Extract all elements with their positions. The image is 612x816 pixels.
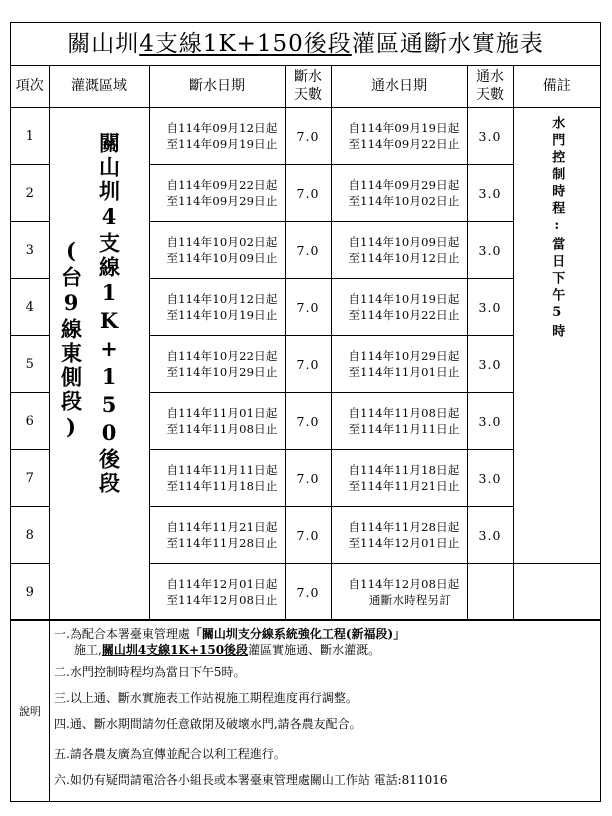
off-to: 至114年11月08日止 xyxy=(166,422,278,436)
off-days: 7.0 xyxy=(285,507,331,564)
area-main: 關山圳4支線1K+150後段 xyxy=(96,132,122,496)
notes-label: 說明 xyxy=(11,620,50,802)
on-days: 3.0 xyxy=(467,393,513,450)
row-index: 4 xyxy=(11,279,49,336)
remark-empty xyxy=(513,564,600,621)
off-date xyxy=(149,393,285,450)
header-area: 灌溉區域 xyxy=(49,65,149,108)
note-1-e: 灌區實施通、斷水灌溉。 xyxy=(248,643,381,657)
on-from: 自114年11月18日起 xyxy=(348,463,460,477)
on-date xyxy=(331,336,467,393)
table-row xyxy=(11,108,600,165)
note-3: 三.以上通、斷水實施表工作站視施工期程進度再行調整。 xyxy=(54,691,358,705)
off-days: 7.0 xyxy=(285,564,331,621)
off-date xyxy=(149,222,285,279)
on-to: 至114年11月11日止 xyxy=(348,422,460,436)
on-from: 自114年10月29日起 xyxy=(348,349,460,363)
note-6: 六.如仍有疑問請電洽各小組長或本署臺東管理處關山工作站 電話:811016 xyxy=(54,773,448,787)
note-1-cont xyxy=(54,642,447,658)
on-to: 至114年10月22日止 xyxy=(348,308,460,322)
on-days: 3.0 xyxy=(467,108,513,165)
note-1 xyxy=(54,626,447,642)
schedule-table xyxy=(11,65,600,621)
header-index: 項次 xyxy=(11,65,49,108)
on-to: 至114年10月02日止 xyxy=(348,194,460,208)
off-to: 至114年12月08日止 xyxy=(166,593,278,607)
row-index: 3 xyxy=(11,222,49,279)
on-date xyxy=(331,222,467,279)
off-to: 至114年11月28日止 xyxy=(166,536,278,550)
notes-section xyxy=(11,619,600,802)
off-days: 7.0 xyxy=(285,108,331,165)
off-days: 7.0 xyxy=(285,279,331,336)
header-row xyxy=(11,65,600,108)
row-index: 8 xyxy=(11,507,49,564)
on-date xyxy=(331,165,467,222)
on-from: 自114年10月19日起 xyxy=(348,292,460,306)
note-1-a: 一.為配合本署臺東管理處 xyxy=(54,627,190,641)
off-to: 至114年11月18日止 xyxy=(166,479,278,493)
title-suffix: 灌區通斷水實施表 xyxy=(351,31,544,57)
on-to: 至114年11月21日止 xyxy=(348,479,460,493)
off-from: 自114年09月12日起 xyxy=(166,121,278,135)
row-index: 2 xyxy=(11,165,49,222)
note-2: 二.水門控制時程均為當日下午5時。 xyxy=(54,665,246,679)
off-date xyxy=(149,108,285,165)
row-index: 9 xyxy=(11,564,49,621)
off-from: 自114年10月22日起 xyxy=(166,349,278,363)
header-remark: 備註 xyxy=(513,65,600,108)
off-days: 7.0 xyxy=(285,450,331,507)
on-date xyxy=(331,564,467,621)
on-from: 自114年11月08日起 xyxy=(348,406,460,420)
header-on-date: 通水日期 xyxy=(331,65,467,108)
off-date xyxy=(149,564,285,621)
note-1-b: 「關山圳支分線系統強化工程(新福段)」 xyxy=(189,627,406,641)
off-to: 至114年09月29日止 xyxy=(166,194,278,208)
on-days-empty xyxy=(467,564,513,621)
on-date xyxy=(331,108,467,165)
off-date xyxy=(149,165,285,222)
note-1-d: 關山圳4支線1K+150後段 xyxy=(101,643,249,657)
row-index: 6 xyxy=(11,393,49,450)
off-days: 7.0 xyxy=(285,222,331,279)
on-from: 自114年11月28日起 xyxy=(348,520,460,534)
on-days: 3.0 xyxy=(467,336,513,393)
off-days: 7.0 xyxy=(285,393,331,450)
header-off-date: 斷水日期 xyxy=(149,65,285,108)
off-date xyxy=(149,450,285,507)
on-to: 通斷水時程另訂 xyxy=(369,593,451,607)
off-from: 自114年12月01日起 xyxy=(166,577,278,591)
off-to: 至114年10月09日止 xyxy=(166,251,278,265)
on-to: 至114年10月12日止 xyxy=(348,251,460,265)
irrigation-area xyxy=(49,108,149,621)
row-index: 1 xyxy=(11,108,49,165)
on-from: 自114年09月19日起 xyxy=(348,121,460,135)
title-prefix: 關山圳 xyxy=(67,31,140,57)
on-days: 3.0 xyxy=(467,450,513,507)
row-index: 7 xyxy=(11,450,49,507)
remark-cell xyxy=(513,108,600,564)
area-sub: (台9線東側段) xyxy=(58,238,84,442)
on-from: 自114年09月29日起 xyxy=(348,178,460,192)
on-days: 3.0 xyxy=(467,222,513,279)
on-date xyxy=(331,450,467,507)
off-from: 自114年11月11日起 xyxy=(166,463,278,477)
header-off-days: 斷水天數 xyxy=(285,65,331,108)
off-date xyxy=(149,507,285,564)
on-to: 至114年11月01日止 xyxy=(348,365,460,379)
on-date xyxy=(331,393,467,450)
title-underlined: 4支線1K+150後段 xyxy=(139,31,352,57)
off-days: 7.0 xyxy=(285,336,331,393)
off-from: 自114年10月02日起 xyxy=(166,235,278,249)
on-date xyxy=(331,507,467,564)
off-to: 至114年09月19日止 xyxy=(166,137,278,151)
remark-text: 水門控制時程:當日下午5時 xyxy=(549,116,565,341)
off-to: 至114年10月29日止 xyxy=(166,365,278,379)
on-from: 自114年12月08日起 xyxy=(348,577,460,591)
on-days: 3.0 xyxy=(467,507,513,564)
off-from: 自114年09月22日起 xyxy=(166,178,278,192)
off-date xyxy=(149,279,285,336)
on-days: 3.0 xyxy=(467,279,513,336)
off-to: 至114年10月19日止 xyxy=(166,308,278,322)
off-date xyxy=(149,336,285,393)
off-days: 7.0 xyxy=(285,165,331,222)
note-5: 五.請各農友廣為宣傳並配合以利工程進行。 xyxy=(54,747,286,761)
row-index: 5 xyxy=(11,336,49,393)
off-from: 自114年11月21日起 xyxy=(166,520,278,534)
on-to: 至114年09月22日止 xyxy=(348,137,460,151)
page-title xyxy=(11,23,600,66)
on-days: 3.0 xyxy=(467,165,513,222)
off-from: 自114年10月12日起 xyxy=(166,292,278,306)
on-date xyxy=(331,279,467,336)
on-to: 至114年12月01日止 xyxy=(348,536,460,550)
note-4: 四.通、斷水期間請勿任意啟閉及破壞水門,請各農友配合。 xyxy=(54,717,362,731)
on-from: 自114年10月09日起 xyxy=(348,235,460,249)
note-1-c: 施工, xyxy=(74,643,102,657)
off-from: 自114年11月01日起 xyxy=(166,406,278,420)
schedule-sheet xyxy=(10,22,601,802)
header-on-days: 通水天數 xyxy=(467,65,513,108)
